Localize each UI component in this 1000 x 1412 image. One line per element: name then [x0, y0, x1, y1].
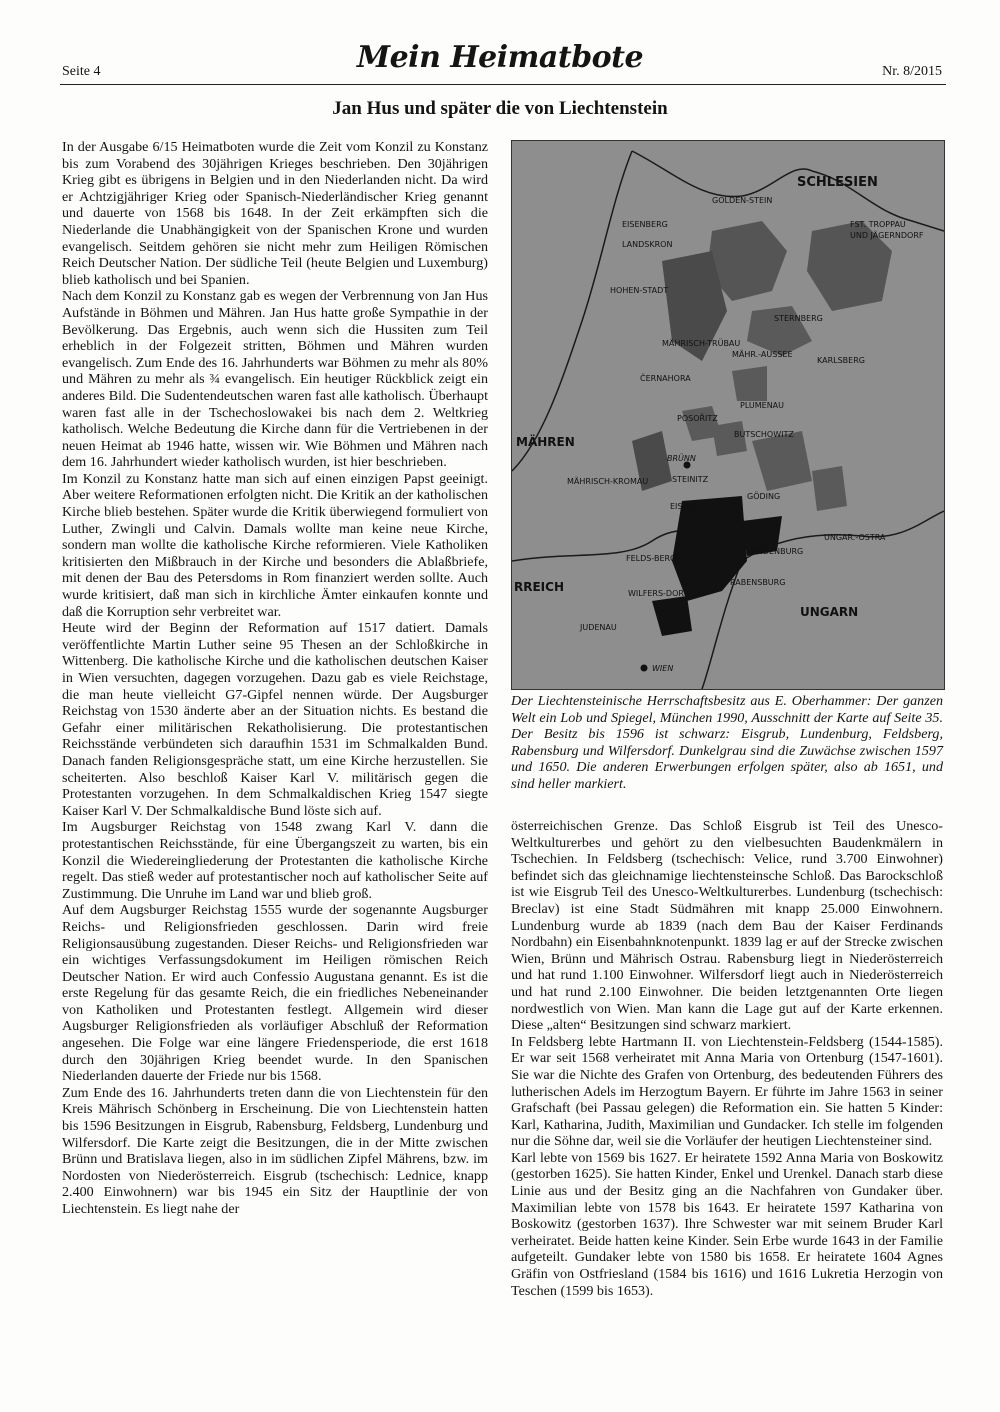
map-label-place: ČERNAHORA: [640, 374, 691, 383]
article-column-left: [62, 139, 488, 1218]
header-rule: [60, 84, 946, 85]
map-label-place: STERNBERG: [774, 314, 823, 323]
map-label-place: FST. TROPPAU: [850, 220, 906, 229]
map-label-region: MÄHREN: [516, 435, 575, 449]
page-number: Seite 4: [62, 64, 101, 79]
issue-number: Nr. 8/2015: [882, 64, 942, 79]
map-label-place: BUTSCHOWITZ: [734, 430, 794, 439]
paragraph: Nach dem Konzil zu Konstanz gab es wegen der Verbrennung von Jan Hus Aufstände in Böhmen und Mähren. Jan Hus hatte große Sympathie in der Bevölkerung. Das Ergebnis, auch wenn sich die Hussiten zum Teil erheblich in der Folgezeit stritten, Böhmen und Mähren wurden evangelisch. Zum Ende des 16. Jahrhunderts war Böhmen zu mehr als 80% und Mähren zu mehr als ¾ evangelisch. Ein heutiger Rückblick zeigt ein anderes Bild. Die Sudentendeutschen waren fast alle katholisch. Überhaupt waren fast alle in der Tschechoslowakei bis nach dem 2. Weltkrieg katholisch. Welche Bedeutung die Kirche dann für die Vertriebenen in der neuen Heimat ab 1946 hatte, wissen wir. Wie Böhmen und Mähren nach dem 16. Jahrhundert wieder katholisch wurden, ist hier beschrieben.: [62, 288, 488, 471]
map-label-place: LUNDENBURG: [747, 547, 804, 556]
map-label-region: UNGARN: [800, 605, 859, 619]
map-label-place: GÖDING: [747, 492, 781, 501]
map-label-place: UND JÄGERNDORF: [850, 231, 924, 240]
map-label-place: STEINITZ: [672, 475, 709, 484]
paragraph: Auf dem Augsburger Reichstag 1555 wurde der sogenannte Augsburger Reichs- und Religionsfrieden geschlossen. Darin wird freie Religionsausübung zugestanden. Dieser Reichs- und Religionsfrieden war ein wichtiges Verfassungsdokument im Heiligen römischen Reich Deutscher Nation. Er wird auch Confessio Augustana genannt. Es ist die erste Regelung für das gesamte Reich, die ein friedliches Nebeneinander von Katholiken und Protestanten festlegt. Allgemein wird dieser Augsburger Religionsfrieden als vorläufiger Abschluß der Reformation angesehen. Die Folge war eine längere Friedensperiode, die erst 1618 durch den 30jährigen Krieg beendet wurde. In den Spanischen Niederlanden dauerte der Friede nur bis 1568.: [62, 902, 488, 1085]
paragraph: Heute wird der Beginn der Reformation auf 1517 datiert. Damals veröffentlichte Martin Luther seine 95 Thesen an der Schloßkirche in Wittenberg. Die katholische Kirche und die katholischen deutschen Kaiser in Wien versuchten, dagegen vorzugehen. Dazu gab es viele Reichstage, die man heute vielleicht G7-Gipfel nennen würde. Der Augsburger Reichstag von 1530 änderte aber an der Situation nichts. Es bestand die Gefahr einer militärischen Rekatholisierung. Die protestantischen Reichsstände verbündeten sich daraufhin 1531 im Schmalkalden Bund. Danach fanden Religionsgespräche statt, um eine Kirche herzustellen. Sie scheiterten. Also beschloß Kaiser Karl V. militärisch gegen die Protestanten vorzugehen. In dem Schmalkaldischen Krieg 1547 siegte Kaiser Karl V. Der Schmalkaldische Bund löste sich auf.: [62, 620, 488, 819]
masthead-logo: Mein Heimatbote: [356, 40, 644, 75]
paragraph: Im Konzil zu Konstanz hatte man sich auf einen einzigen Papst geeinigt. Aber weitere Reformationen erfolgten nicht. Die Kritik an der katholischen Kirche blieb bestehen. Später wurde die Kritik überwiegend formuliert von Luther, Zwingli und Calvin. Damals wollte man keine neue Kirche, sondern man wollte die katholische Kirche reformieren. Viele Katholiken kritisierten den Mißbrauch in der Kirche und besonders die Ablaßbriefe, mit denen der Bau des Petersdoms in Rom finanziert werden sollte. Auch wurde kritisiert, daß man sich in kirchliche Ämter einkaufen konnte und daß die Korruption sehr verbreitet war.: [62, 470, 488, 620]
map-label-place: MÄHRISCH-TRÜBAU: [662, 339, 741, 348]
liechtenstein-map: [511, 140, 945, 690]
article-title: Jan Hus und später die von Liechtenstein: [332, 98, 668, 119]
paragraph: In Feldsberg lebte Hartmann II. von Liechtenstein-Feldsberg (1544-1585). Er war seit 1568 verheiratet mit Anna Maria von Ortenburg (1547-1601). Sie war die Nichte des Grafen von Ortenburg, des bedeutenden Führers des lutherischen Adels im Herzogtum Bayern. Er führte im Jahre 1563 in seiner Grafschaft (bei Passau gelegen) die Reformation ein. Sie hatten 5 Kinder: Karl, Katharina, Judith, Maximilian und Gundacker. Ich stelle im folgenden nur die Söhne dar, weil sie die Vorläufer der heutigen Liechtensteiner sind.: [511, 1033, 943, 1150]
map-label-place: FELDS-BERG: [626, 554, 677, 563]
paragraph: Karl lebte von 1569 bis 1627. Er heiratete 1592 Anna Maria von Boskowitz (gestorben 1625). Sie hatten Kinder, Enkel und Urenkel. Danach starb diese Linie aus und der Besitz ging an die Nachfahren von Gundaker über. Maximilian lebte von 1578 bis 1643. Er heiratete 1597 Katharina von Boskowitz (gestorben 1637). Ihre Schwester war mit seinem Bruder Karl verheiratet. Beide hatten keine Kinder. Sein Erbe wurde 1643 in der Familie aufgeteilt. Gundaker lebte von 1580 bis 1658. Er heiratete 1604 Agnes Gräfin von Ostfriesland (1584 bis 1616) und 1616 Lukretia Herzogin von Teschen (1599 bis 1653).: [511, 1149, 943, 1299]
paragraph: österreichischen Grenze. Das Schloß Eisgrub ist Teil des Unesco-Weltkulturerbes und gehört zu den vielbesuchten Baudenkmälern in Tschechien. In Feldsberg (tschechisch: Velice, rund 3.700 Einwohner) befindet sich das gleichnamige liechtensteinsche Schloß. Das Barockschloß ist wie Eisgrub Teil des Unesco-Weltkulturerbes. Lundenburg (tschechisch: Breclav) ist eine Stadt Südmähren mit knapp 25.000 Einwohnern. Lundenburg wurde ab 1839 (nach dem Bau der Kaiser Ferdinands Nordbahn) ein Eisenbahnknotenpunkt. 1839 lag er auf der Strecke zwischen Wien, Brünn und Mährisch Ostrau. Rabensburg liegt in Niederösterreich und hat rund 1.100 Einwohner. Wilfersdorf liegt auch in Niederösterreich und hat rund 2.100 Einwohner. Die beiden letztgenannten Orte liegen nordwestlich von Wien. Man kann die Lage gut auf der Karte erkennen. Diese „alten“ Besitzungen sind schwarz markiert.: [511, 818, 943, 1034]
map-label-place: MÄHRISCH-KROMAU: [567, 477, 649, 486]
map-label-place: KARLSBERG: [817, 356, 865, 365]
map-label-place: HOHEN-STADT: [610, 286, 669, 295]
map-label-place: EISENBERG: [622, 220, 668, 229]
map-label-place: LANDSKRON: [622, 240, 673, 249]
map-label-place: UNGAR.-OSTRA: [824, 533, 886, 542]
article-column-right: [511, 818, 943, 1299]
map-label-place: JUDENAU: [580, 623, 617, 632]
map-label-place: MÄHR.-AUSSEE: [732, 350, 793, 359]
map-label-place: EIS-GRUB: [670, 502, 709, 511]
map-label-place: WILFERS-DORF: [628, 589, 689, 598]
map-label-place: WIEN: [652, 664, 674, 673]
paragraph: Zum Ende des 16. Jahrhunderts treten dann die von Liechtenstein für den Kreis Mährisch Schönberg in Erscheinung. Die von Liechtenstein hatten bis 1596 Besitzungen in Eisgrub, Rabensburg, Feldsberg, Lundenburg und Wilfersdorf. Die Karte zeigt die Besitzungen, die in der Mitte zwischen Brünn und Bratislava liegen, also in im südlichen Zipfel Mährens, bzw. im Nordosten von Niederösterreich. Eisgrub (tschechisch: Lednice, knapp 2.400 Einwohnern) war bis 1945 ein Sitz der Hauptlinie der von Liechtenstein. Es liegt nahe der: [62, 1084, 488, 1217]
paragraph: Im Augsburger Reichstag von 1548 zwang Karl V. dann die protestantischen Reichsstände, für eine Übergangszeit zu warten, bis ein Konzil die Wiedereingliederung der Protestanten die katholische Kirche regelt. Das stieß weder auf protestantischer noch auf katholischer Seite auf Zustimmung. Die Unruhe im Land war und blieb groß.: [62, 819, 488, 902]
paragraph: In der Ausgabe 6/15 Heimatboten wurde die Zeit vom Konzil zu Konstanz bis zum Vorabend des 30jährigen Krieges beschrieben. Den 30jährigen Krieg gibt es übrigens in Belgien und in den Niederlanden nicht. Da wird er Achtzigjähriger Krieg oder Spanisch-Niederländischer Krieg genannt und dauerte von 1568 bis 1648. In der Zeit erkämpften sich die Niederlande die Unabhängigkeit von der Spanischen Krone und wurden evangelisch. Seitdem gehören sie nicht mehr zum Heiligen Römischen Reich Deutscher Nation. Der südliche Teil (heute Belgien und Luxemburg) blieb katholisch und bei Spanien.: [62, 139, 488, 288]
map-label-place: BRÜNN: [667, 454, 696, 463]
map-label-place: PLUMENAU: [740, 401, 785, 410]
map-caption: Der Liechtensteinische Herrschaftsbesitz aus E. Oberhammer: Der ganzen Welt ein Lob und Spiegel, München 1990, Ausschnitt der Karte auf Seite 35. Der Besitz bis 1596 ist schwarz: Eisgrub, Lundenburg, Feldsberg, Rabensburg und Wilfersdorf. Dunkelgrau sind die Zuwächse zwischen 1597 und 1650. Die anderen Erwerbungen erfolgen später, also ab 1651, und sind heller markiert.: [511, 693, 943, 792]
map-label-region: SCHLESIEN: [797, 175, 878, 190]
map-label-place: POSOŘITZ: [677, 414, 718, 423]
map-label-place: GOLDEN-STEIN: [712, 196, 773, 205]
map-label-place: RABENSBURG: [730, 578, 786, 587]
map-label-region: RREICH: [514, 580, 564, 594]
